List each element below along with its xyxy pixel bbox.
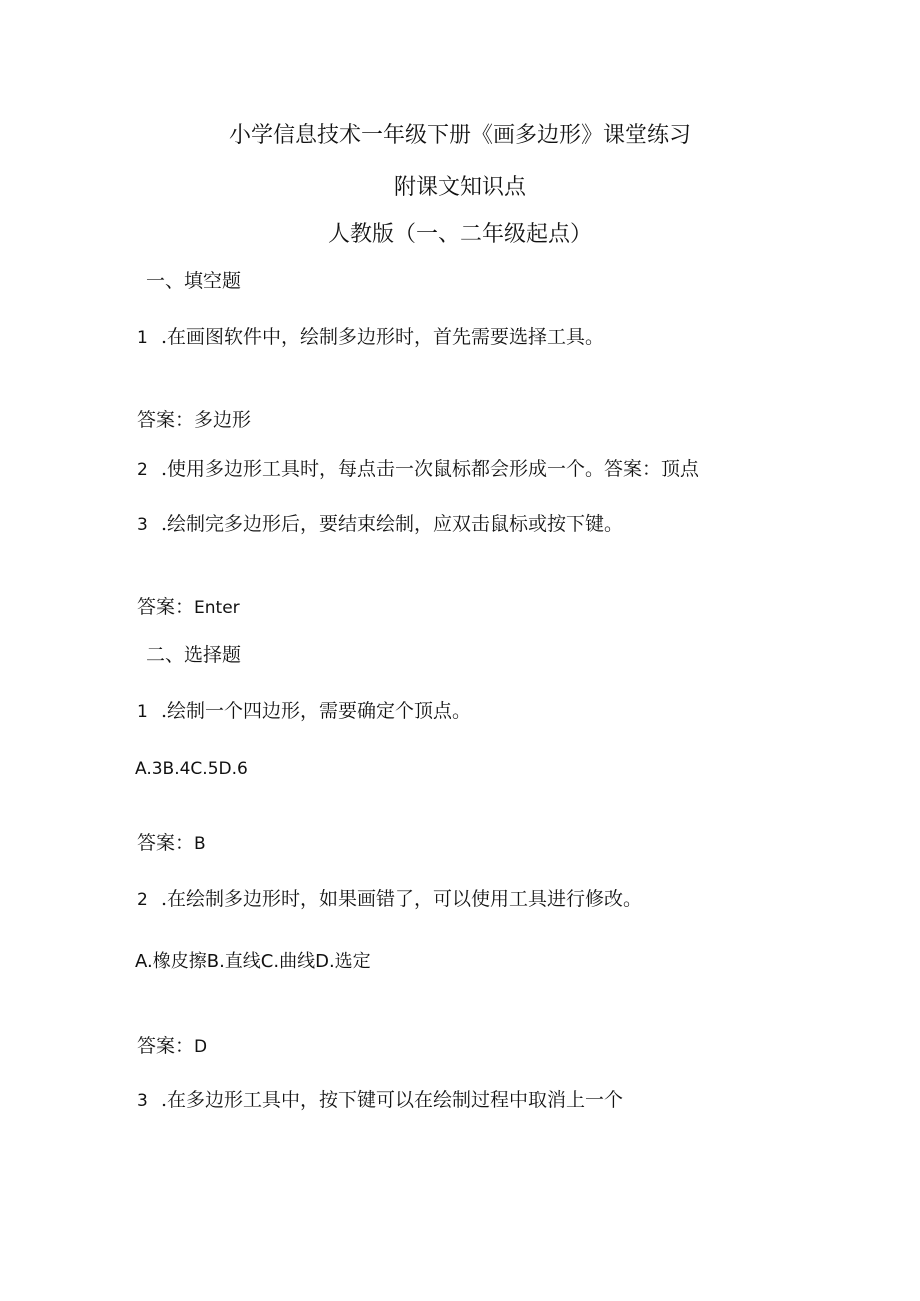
answer-value: B: [194, 834, 206, 854]
options-2-2: A.橡皮擦B.直线C.曲线D.选定: [135, 951, 371, 972]
question-number: 3: [137, 1091, 148, 1111]
answer-label: 答案：: [137, 832, 195, 854]
answer-2-1: [137, 828, 206, 855]
section-heading-multiple-choice: 二、选择题: [146, 644, 242, 666]
question-number: 3: [137, 515, 148, 535]
question-1-3: [137, 509, 623, 536]
question-number: 1: [137, 702, 148, 722]
question-text: .在多边形工具中，按下键可以在绘制过程中取消上一个: [161, 1089, 624, 1111]
question-text: .使用多边形工具时，每点击一次鼠标都会形成一个。答案：顶点: [161, 458, 700, 480]
answer-1-3: [137, 592, 240, 619]
question-text: .绘制完多边形后，要结束绘制，应双击鼠标或按下键。: [161, 513, 624, 535]
answer-label: 答案：: [137, 1035, 195, 1057]
question-1-1: [137, 322, 604, 349]
title-line-2: 附课文知识点: [393, 175, 526, 200]
answer-label: 答案：: [137, 596, 195, 618]
question-number: 1: [137, 328, 148, 348]
question-text: .绘制一个四边形，需要确定个顶点。: [161, 700, 472, 722]
question-2-2: [137, 884, 642, 911]
title-line-3: 人教版（一、二年级起点）: [327, 222, 592, 247]
answer-value: Enter: [194, 598, 240, 618]
answer-value: D: [194, 1037, 208, 1057]
question-text: .在绘制多边形时，如果画错了，可以使用工具进行修改。: [161, 888, 643, 910]
answer-1-1: 答案：多边形: [137, 409, 252, 431]
answer-2-2: [137, 1031, 207, 1058]
options-2-1: A.3B.4C.5D.6: [135, 759, 248, 779]
question-2-3: [137, 1085, 623, 1112]
question-number: 2: [137, 890, 148, 910]
title-line-1: 小学信息技术一年级下册《画多边形》课堂练习: [228, 123, 691, 148]
question-text: .在画图软件中，绘制多边形时，首先需要选择工具。: [161, 326, 605, 348]
question-number: 2: [137, 460, 148, 480]
question-1-2: [137, 454, 699, 481]
question-2-1: [137, 696, 471, 723]
section-heading-fill-blank: 一、填空题: [146, 270, 242, 292]
